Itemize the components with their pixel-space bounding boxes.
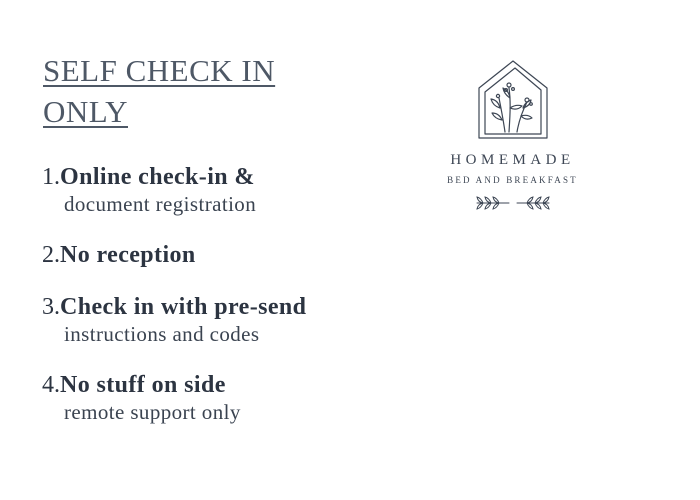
page-title (43, 50, 343, 132)
step-subtitle: remote support only (64, 400, 241, 424)
title-line-1: SELF CHECK IN (43, 53, 276, 88)
step-number: 1. (42, 164, 60, 190)
list-item (42, 162, 256, 216)
title-line-2: ONLY (43, 94, 128, 129)
brand-name: HOMEMADE (450, 152, 575, 168)
list-item (42, 240, 196, 270)
step-title: Check in with pre-send (60, 294, 307, 320)
list-item (42, 370, 241, 424)
step-subtitle: instructions and codes (64, 322, 260, 346)
step-title: No stuff on side (60, 372, 226, 398)
step-title: Online check-in & (60, 164, 255, 190)
step-number: 2. (42, 242, 60, 268)
brand-logo (420, 58, 605, 218)
step-subtitle: document registration (64, 192, 257, 216)
step-number: 3. (42, 294, 60, 320)
brand-tagline: BED AND BREAKFAST (447, 175, 578, 185)
house-with-flowers-icon (475, 58, 551, 142)
step-number: 4. (42, 372, 60, 398)
list-item (42, 292, 306, 346)
step-title: No reception (60, 242, 196, 268)
leaf-sprigs-icon (475, 195, 551, 211)
